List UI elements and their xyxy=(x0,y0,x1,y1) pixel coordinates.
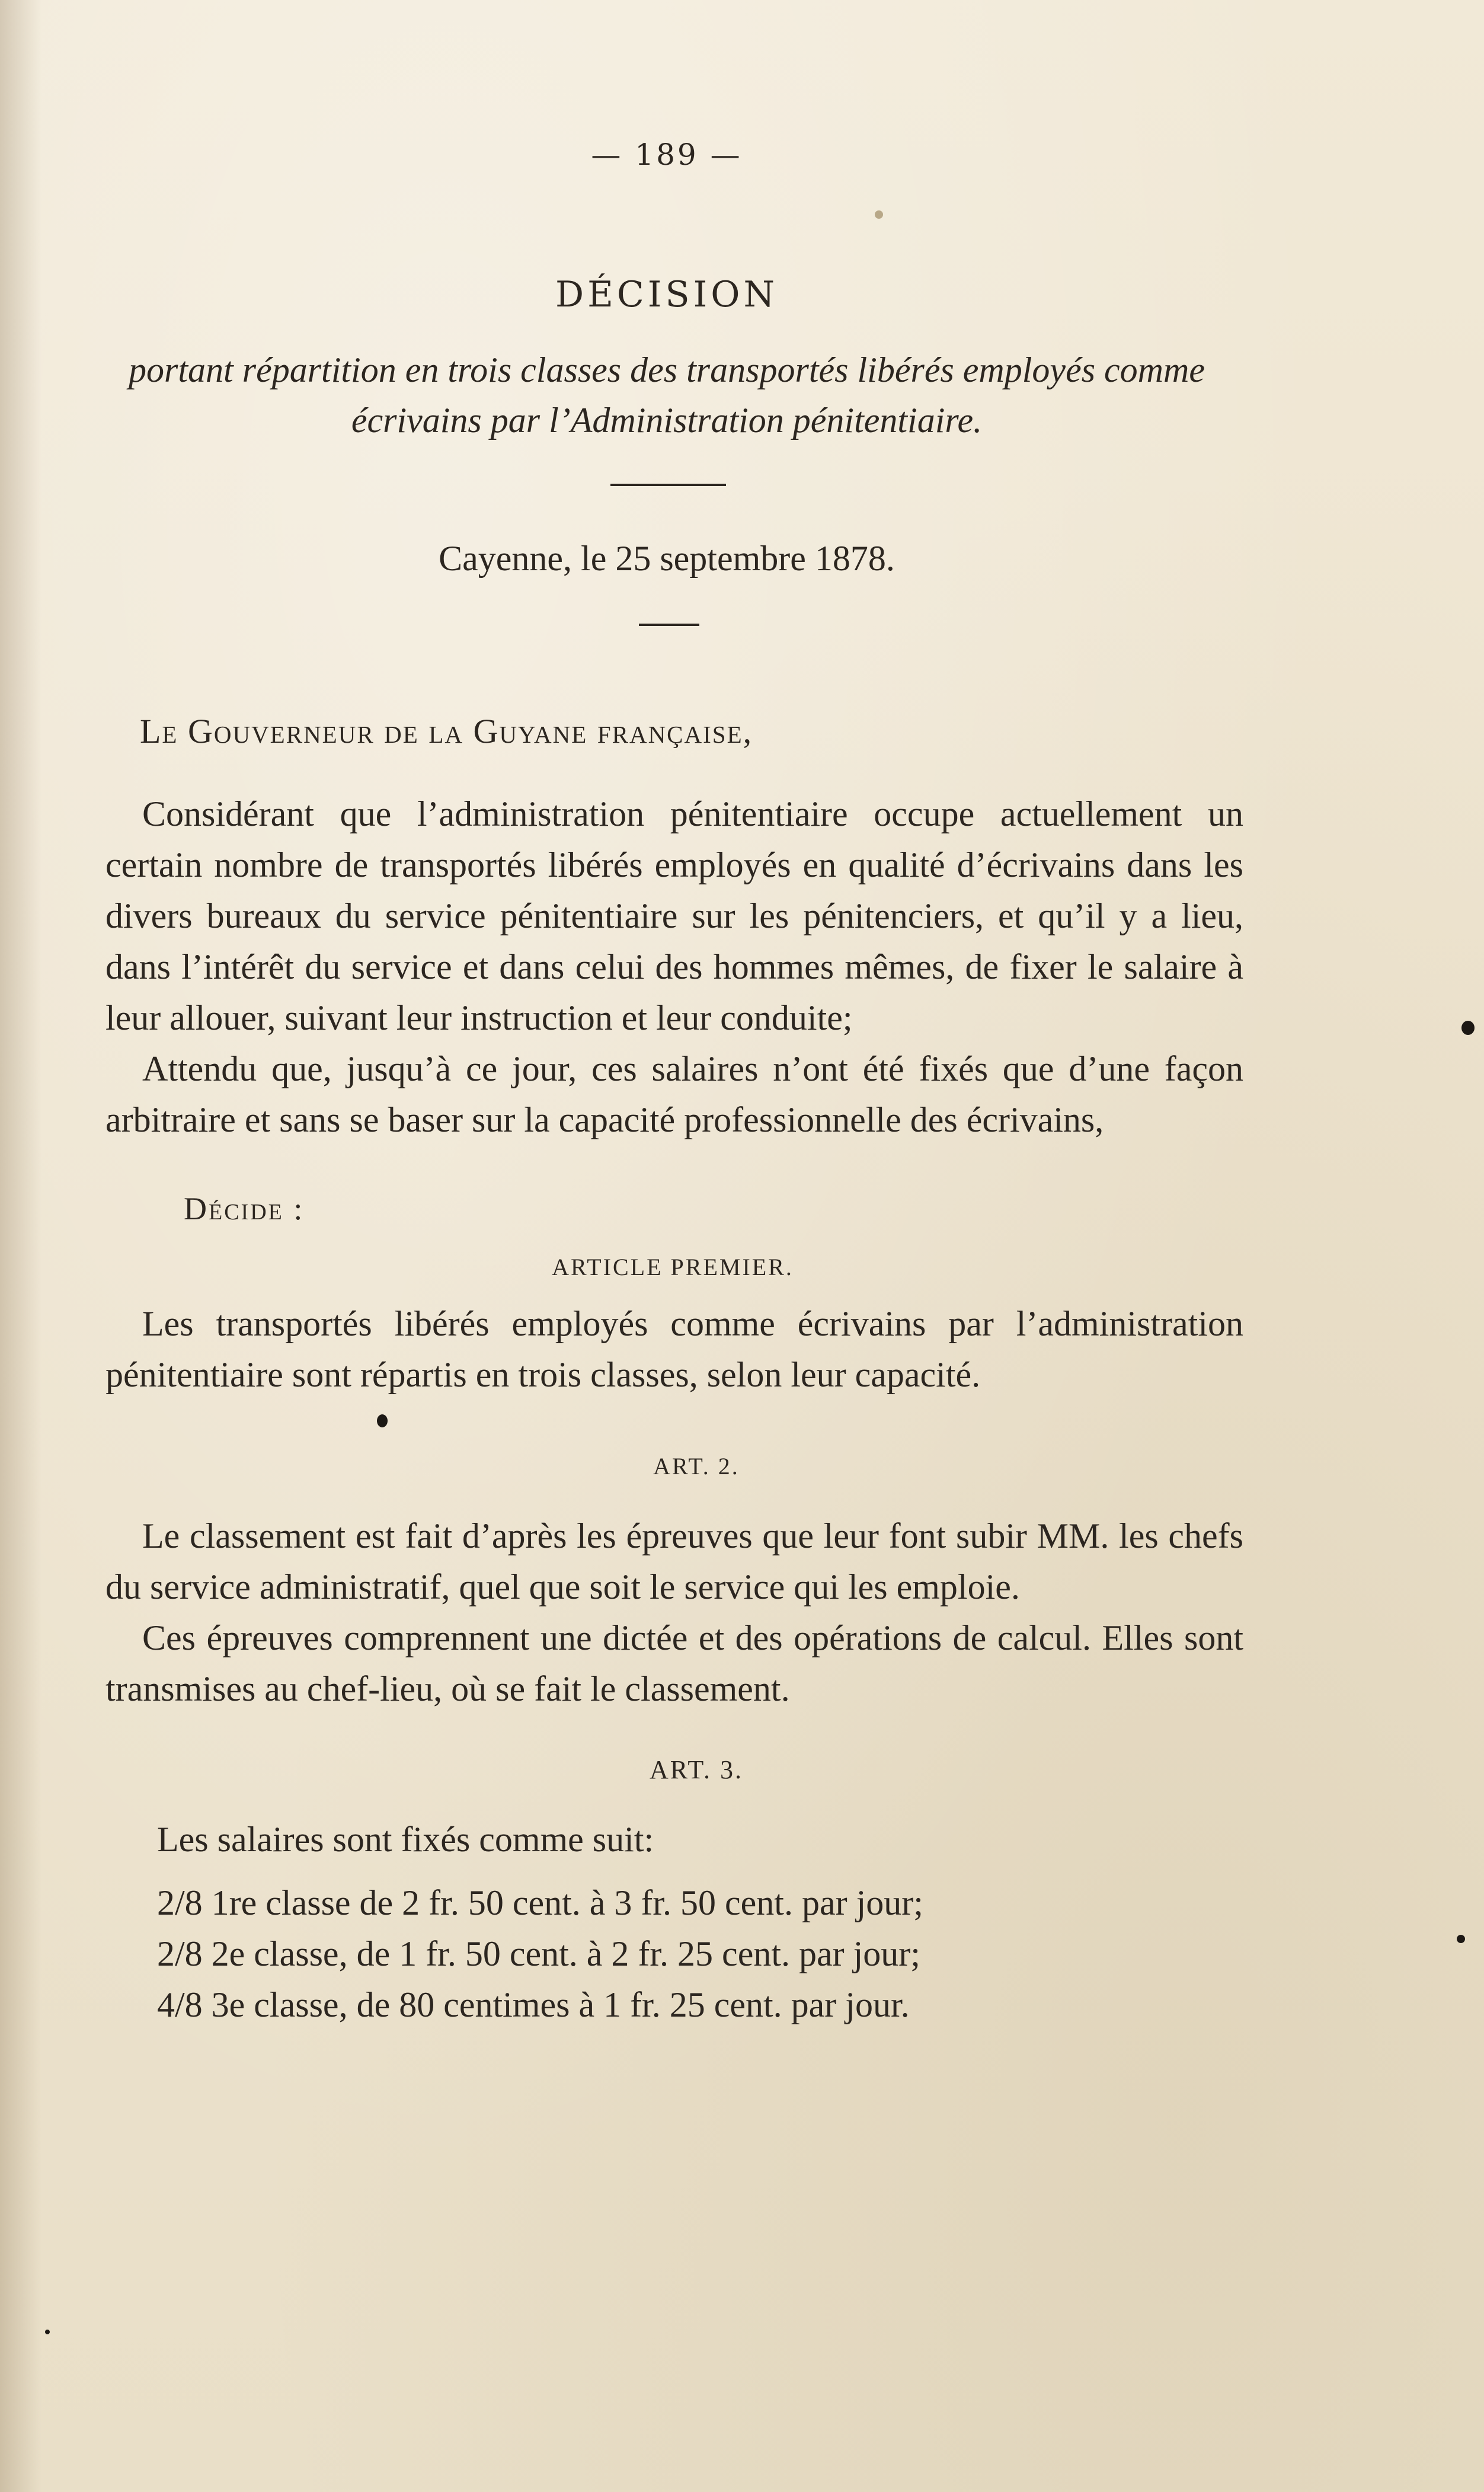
article-3-heading: ART. 3. xyxy=(649,1755,744,1784)
divider-rule xyxy=(639,624,699,626)
article-3-intro: Les salaires sont fixés comme suit: xyxy=(157,1820,654,1859)
article-1-paragraph: Les transportés libérés employés comme écrivains par l’administration pénitentiaire sont répartis en trois classes, selon leur capacité. xyxy=(105,1304,1243,1394)
place-date: Cayenne, le 25 septembre 1878. xyxy=(439,539,895,578)
decides-heading: Décide : xyxy=(184,1191,305,1226)
considering-paragraph: Considérant que l’administration pénitentiaire occupe actuellement un certain nombre de transportés libérés employés en qualité d’écrivains dans les divers bureaux du service pénitentiaire sur les pénitenciers, et qu’il y a lieu, dans l’intérêt du service et dans celui des hommes mêmes, de fixer le salaire à leur allouer, suivant leur instruction et leur conduite; xyxy=(105,794,1243,1037)
salary-rate-class-2: 2/8 2e classe, de 1 fr. 50 cent. à 2 fr. 25 cent. par jour; xyxy=(157,1934,920,1973)
salary-rate-class-1: 2/8 1re classe de 2 fr. 50 cent. à 3 fr. 50 cent. par jour; xyxy=(157,1883,923,1922)
ink-speck xyxy=(875,210,883,219)
ink-speck xyxy=(377,1414,388,1427)
article-2-paragraph-2: Ces épreuves comprennent une dictée et des opérations de calcul. Elles sont transmises au chef-lieu, où se fait le classement. xyxy=(105,1618,1243,1708)
governor-heading: Le Gouverneur de la Guyane française, xyxy=(140,712,753,750)
page-number: — 189 — xyxy=(591,138,743,172)
salary-rate-class-3: 4/8 3e classe, de 80 centimes à 1 fr. 25 cent. par jour. xyxy=(157,1985,910,2024)
page-edge-shadow xyxy=(0,0,41,2492)
article-2-heading: ART. 2. xyxy=(653,1453,740,1480)
decision-subtitle: portant répartition en trois classes des transportés libérés employés comme écrivains par l’Administration pénitentiaire. xyxy=(129,350,1205,440)
article-2-paragraph-1: Le classement est fait d’après les épreuves que leur font subir MM. les chefs du service administratif, quel que soit le service qui les emploie. xyxy=(105,1516,1243,1606)
divider-rule xyxy=(610,484,726,486)
ink-speck xyxy=(1461,1021,1475,1035)
whereas-paragraph: Attendu que, jusqu’à ce jour, ces salaires n’ont été fixés que d’une façon arbitraire et sans se baser sur la capacité professionnelle des écrivains, xyxy=(105,1049,1243,1139)
article-1-heading: ARTICLE PREMIER. xyxy=(552,1254,794,1280)
ink-speck xyxy=(1457,1935,1465,1943)
decision-title: DÉCISION xyxy=(555,274,778,315)
ink-speck xyxy=(45,2330,50,2334)
